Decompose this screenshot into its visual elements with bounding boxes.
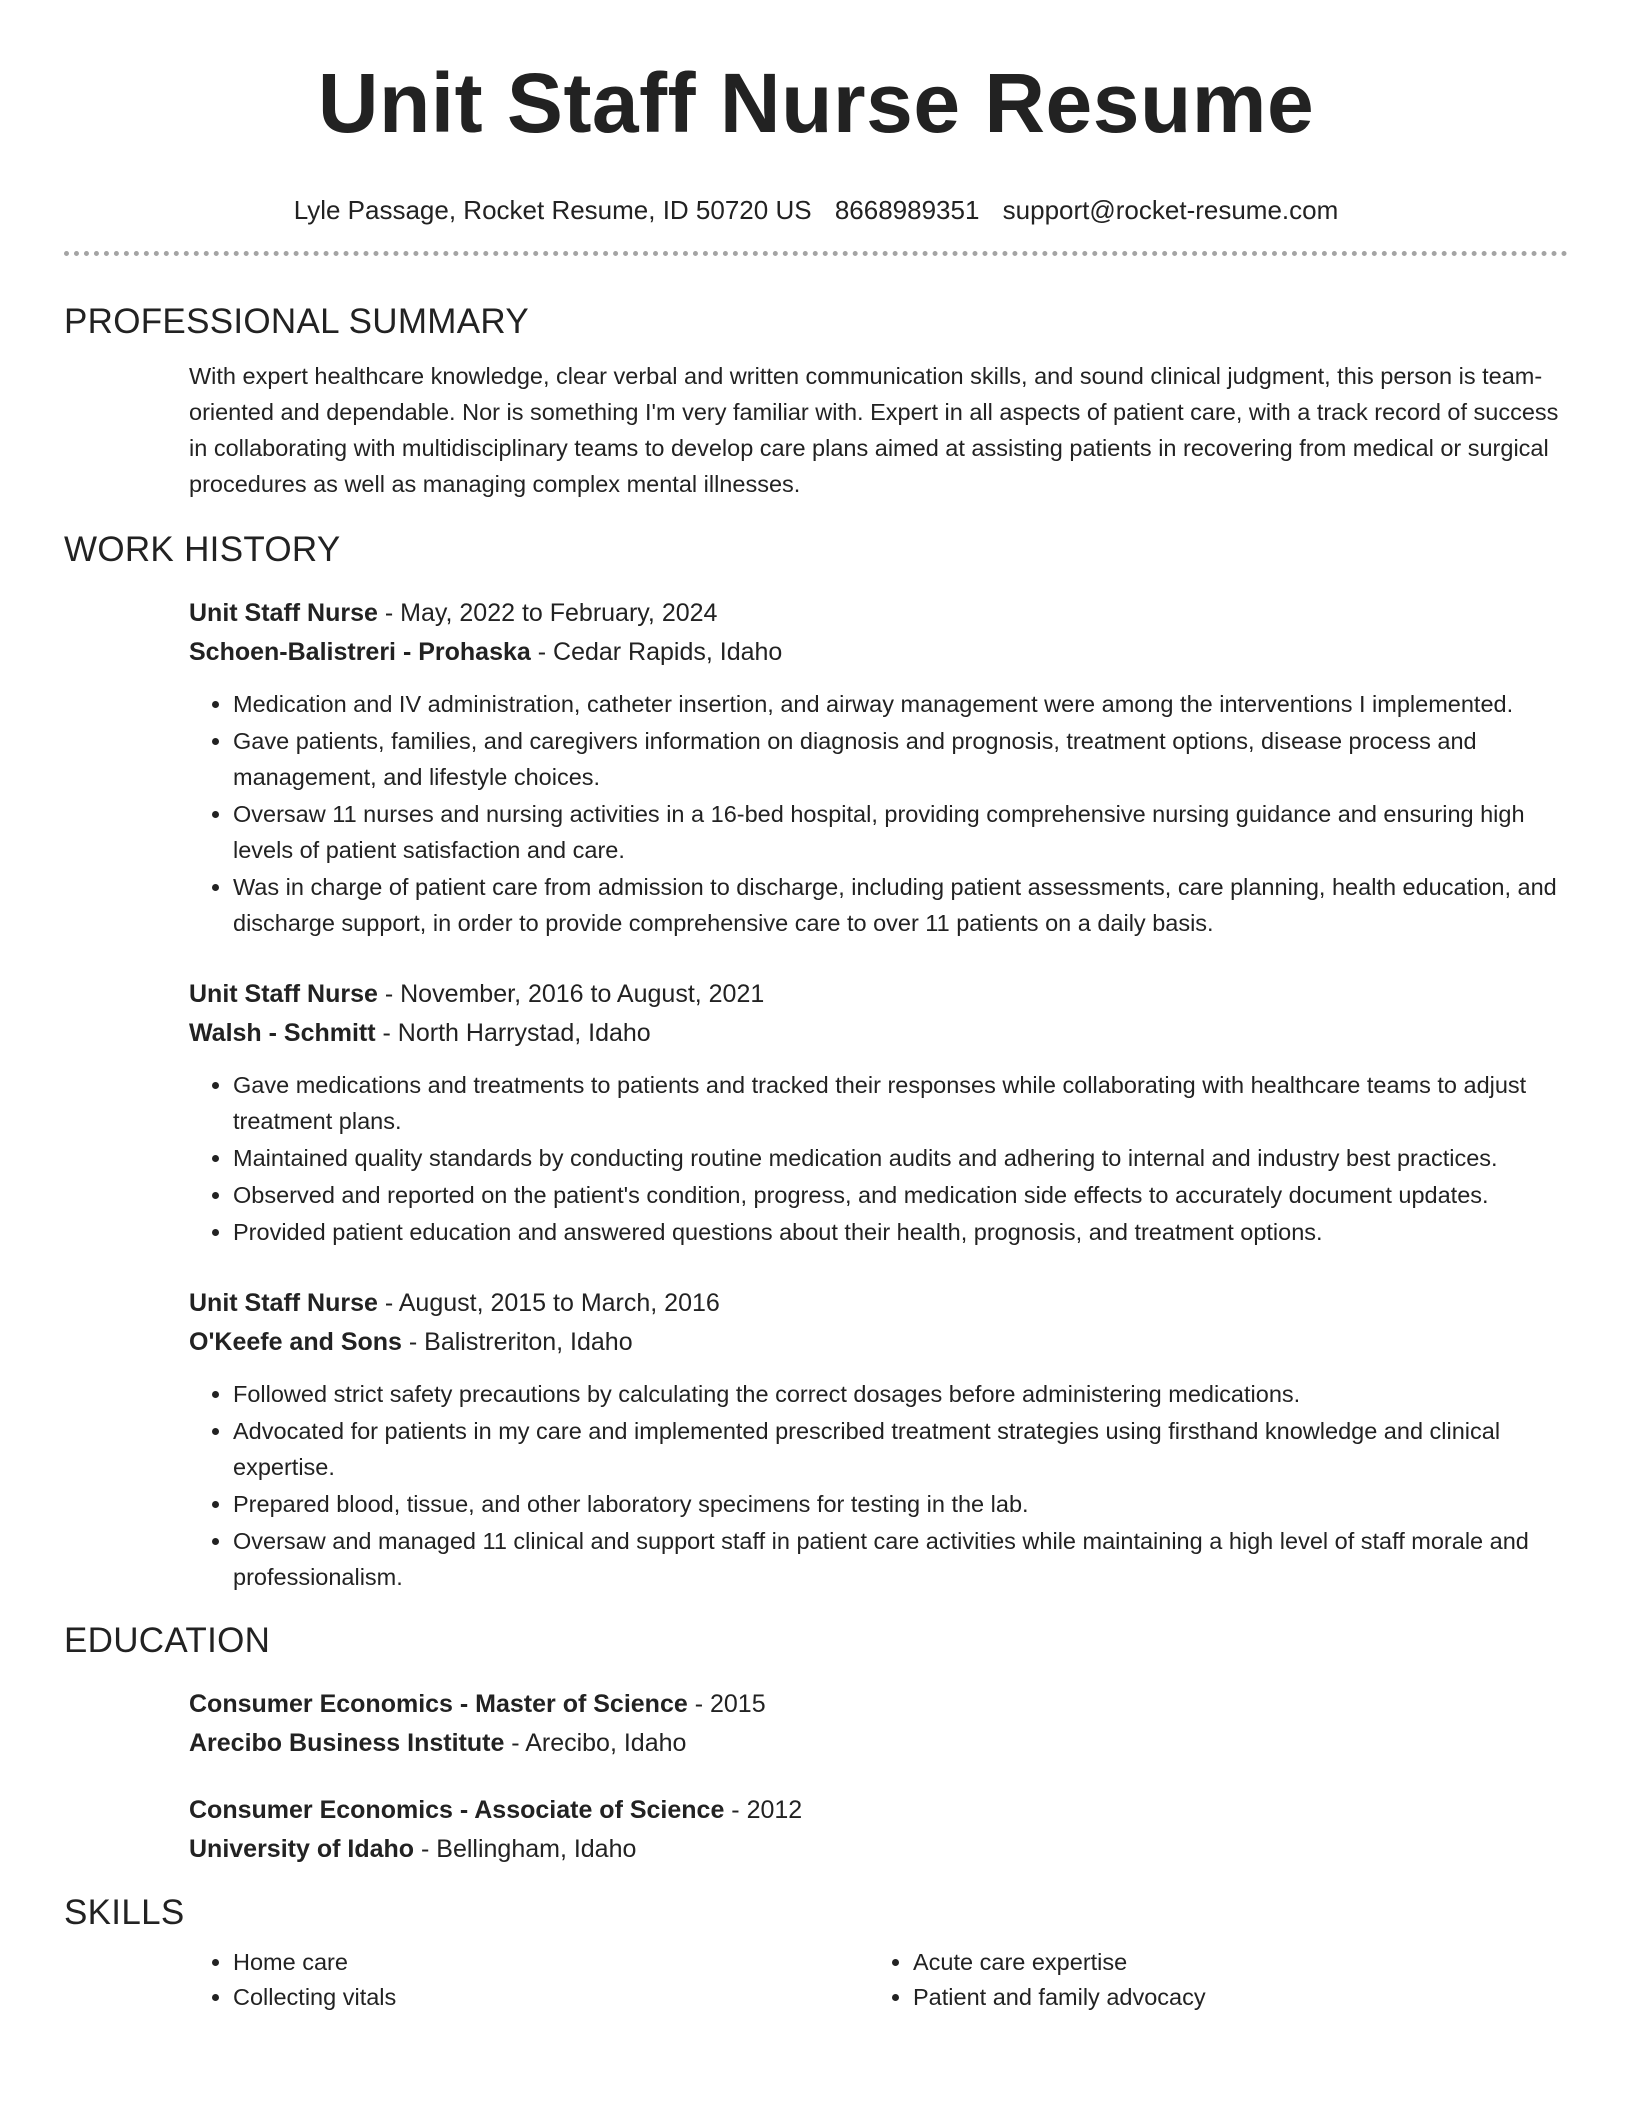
job-dates: - November, 2016 to August, 2021 [377, 980, 765, 1008]
school-name: Arecibo Business Institute [189, 1729, 505, 1757]
job-duty: • Observed and reported on the patient's condition, progress, and medication side effects to accurately document updates. [233, 1177, 1568, 1213]
job-duty: • Followed strict safety precautions by calculating the correct dosages before administering medications. [233, 1376, 1568, 1412]
job-entry [189, 594, 1568, 941]
summary-section [64, 300, 1568, 502]
school-line [189, 1724, 1568, 1763]
job-location: - Balistreriton, Idaho [401, 1328, 633, 1356]
job-duty: • Medication and IV administration, catheter insertion, and airway management were among the interventions I implemented. [233, 686, 1568, 722]
job-title-line [189, 975, 1568, 1014]
skills-section [64, 1891, 1568, 2015]
degree-name: Consumer Economics - Master of Science [189, 1690, 688, 1718]
job-duty: • Oversaw and managed 11 clinical and support staff in patient care activities while maintaining a high level of staff morale and professionalism. [233, 1523, 1568, 1595]
degree-name: Consumer Economics - Associate of Science [189, 1796, 725, 1824]
degree-year: - 2012 [724, 1796, 803, 1824]
job-company: Schoen-Balistreri - Prohaska [189, 638, 531, 666]
job-dates: - May, 2022 to February, 2024 [377, 599, 718, 627]
skill-item: • Patient and family advocacy [913, 1980, 1549, 2015]
skills-list-left [189, 1945, 869, 2015]
contact-line [0, 194, 1632, 226]
skills-heading: SKILLS [64, 1893, 185, 1932]
job-duty: • Gave medications and treatments to patients and tracked their responses while collaborating with healthcare teams to adjust treatment plans. [233, 1067, 1568, 1139]
skill-item: • Home care [233, 1945, 869, 1980]
job-company-line [189, 1323, 1568, 1362]
job-company-line [189, 633, 1568, 672]
job-role: Unit Staff Nurse [189, 980, 378, 1008]
job-company: Walsh - Schmitt [189, 1019, 376, 1047]
school-name: University of Idaho [189, 1835, 415, 1863]
education-section [64, 1619, 1568, 1869]
job-duty: • Advocated for patients in my care and implemented prescribed treatment strategies using firsthand knowledge and clinical expertise. [233, 1413, 1568, 1485]
job-duty: • Gave patients, families, and caregivers information on diagnosis and prognosis, treatment options, disease process and management, and lifestyle choices. [233, 723, 1568, 795]
job-duty: • Maintained quality standards by conducting routine medication audits and adhering to internal and industry best practices. [233, 1140, 1568, 1176]
job-duty: • Oversaw 11 nurses and nursing activities in a 16-bed hospital, providing comprehensive nursing guidance and ensuring high levels of patient satisfaction and care. [233, 796, 1568, 868]
education-heading: EDUCATION [64, 1621, 271, 1660]
work-history-heading: WORK HISTORY [64, 530, 341, 569]
skill-item: • Acute care expertise [913, 1945, 1549, 1980]
job-duty: • Was in charge of patient care from admission to discharge, including patient assessments, care planning, health education, and discharge support, in order to provide comprehensive care to over 11 patients on a daily basis. [233, 869, 1568, 941]
job-duties [189, 686, 1568, 941]
summary-heading: PROFESSIONAL SUMMARY [64, 302, 529, 341]
summary-text: With expert healthcare knowledge, clear verbal and written communication skills, and sound clinical judgment, this person is team-oriented and dependable. Nor is something I'm very familiar with. Expert in all aspects of patient care, with a track record of success in collaborating with multidisciplinary teams to develop care plans aimed at assisting patients in recovering from medical or surgical procedures as well as managing complex mental illnesses. [189, 363, 1559, 497]
job-duties [189, 1067, 1568, 1250]
skills-grid [189, 1945, 1568, 2015]
resume-header [0, 0, 1632, 226]
degree-line [189, 1791, 1568, 1830]
job-company: O'Keefe and Sons [189, 1328, 402, 1356]
school-location: - Bellingham, Idaho [414, 1835, 637, 1863]
school-location: - Arecibo, Idaho [504, 1729, 687, 1757]
job-duty: • Provided patient education and answered questions about their health, prognosis, and treatment options. [233, 1214, 1568, 1250]
skills-list-right [869, 1945, 1549, 2015]
job-title-line [189, 594, 1568, 633]
school-line [189, 1830, 1568, 1869]
contact-phone: 8668989351 [834, 195, 980, 225]
job-entry [189, 1284, 1568, 1595]
degree-year: - 2015 [687, 1690, 766, 1718]
job-location: - Cedar Rapids, Idaho [530, 638, 783, 666]
contact-email: support@rocket-resume.com [1002, 195, 1339, 225]
job-dates: - August, 2015 to March, 2016 [377, 1289, 720, 1317]
work-history-section [64, 528, 1568, 1595]
education-entry [189, 1791, 1568, 1869]
job-role: Unit Staff Nurse [189, 1289, 378, 1317]
job-company-line [189, 1014, 1568, 1053]
job-duties [189, 1376, 1568, 1595]
header-divider [64, 251, 1568, 256]
job-duty: • Prepared blood, tissue, and other laboratory specimens for testing in the lab. [233, 1486, 1568, 1522]
job-location: - North Harrystad, Idaho [375, 1019, 651, 1047]
education-entry [189, 1685, 1568, 1763]
resume-title: Unit Staff Nurse Resume [317, 56, 1315, 150]
skill-item: • Collecting vitals [233, 1980, 869, 2015]
degree-line [189, 1685, 1568, 1724]
job-entry [189, 975, 1568, 1250]
job-title-line [189, 1284, 1568, 1323]
job-role: Unit Staff Nurse [189, 599, 378, 627]
contact-address: Lyle Passage, Rocket Resume, ID 50720 US [293, 195, 812, 225]
resume-content [64, 300, 1568, 2015]
